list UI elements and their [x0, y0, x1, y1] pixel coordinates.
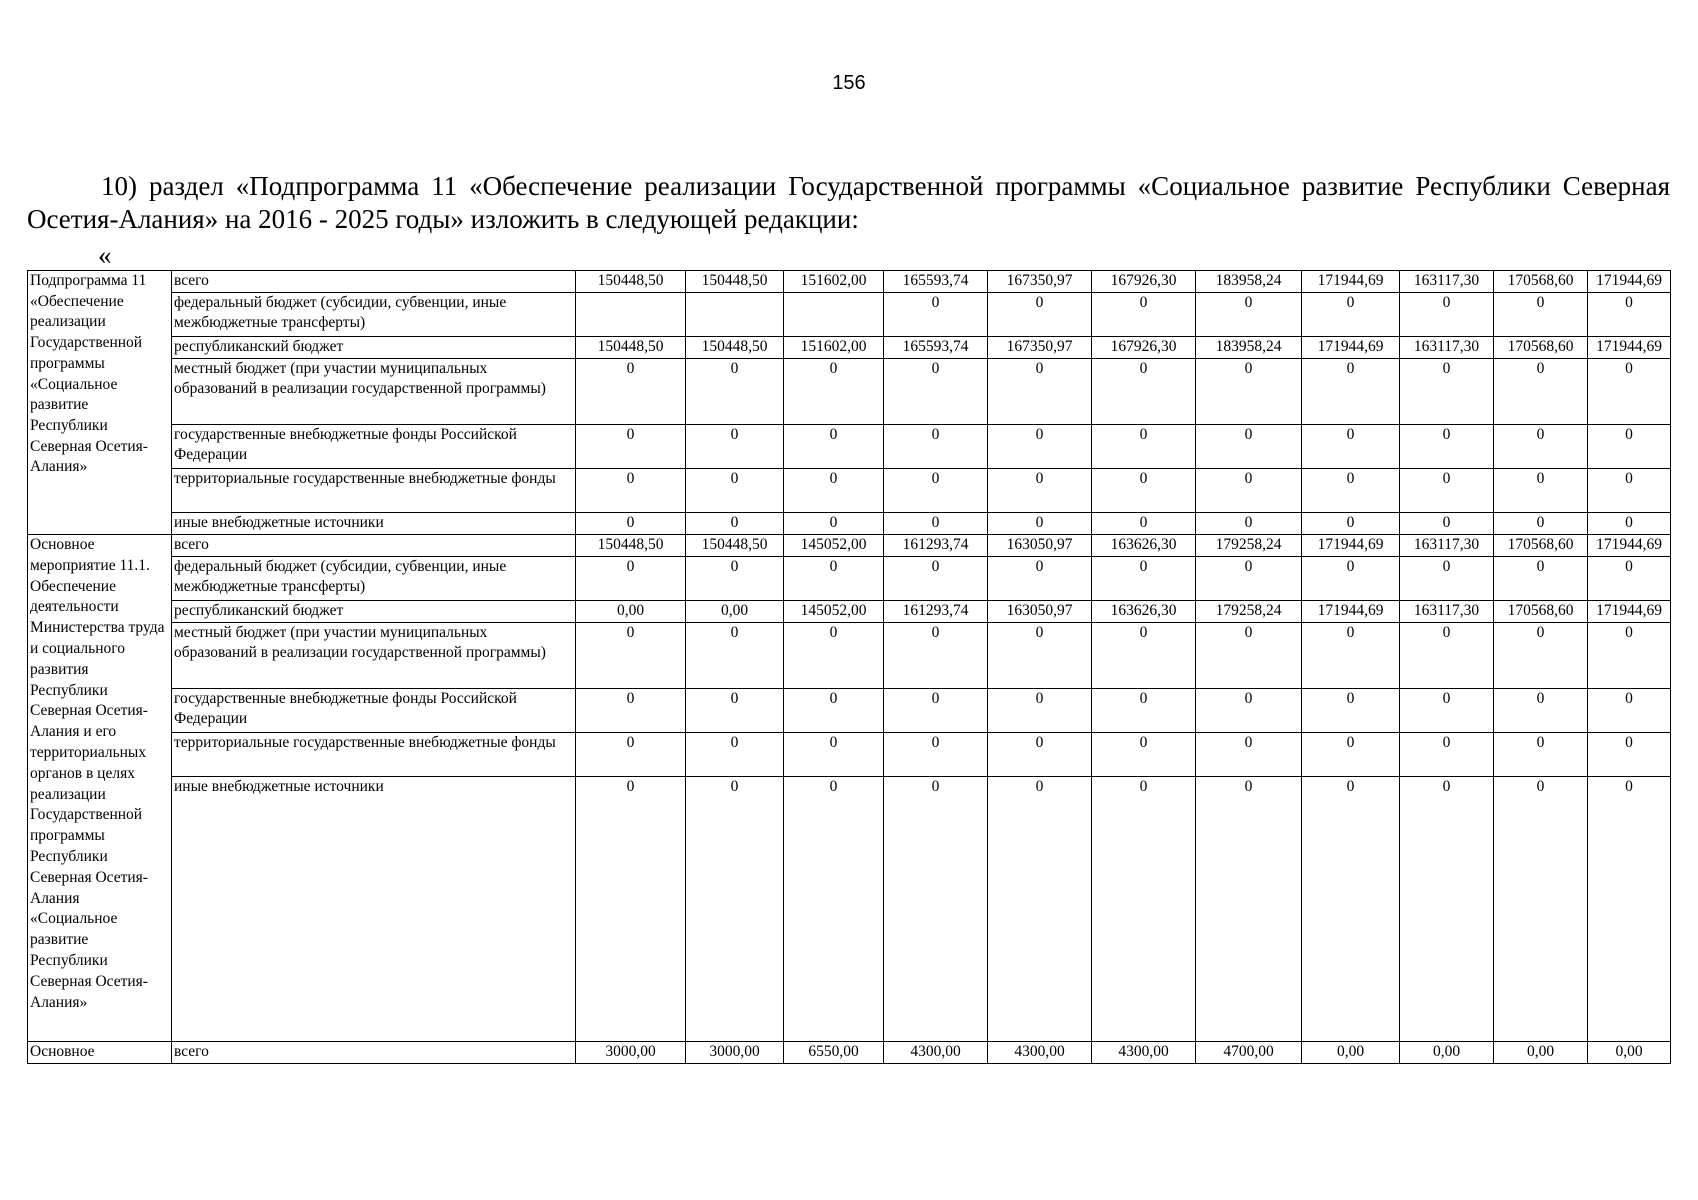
amount-cell: 171944,69: [1302, 337, 1400, 359]
amount-cell: 167926,30: [1092, 337, 1196, 359]
amount-cell: 163117,30: [1400, 535, 1494, 557]
amount-cell: 0: [686, 777, 784, 1042]
page-number: 156: [832, 72, 866, 94]
amount-cell: 0: [1494, 425, 1588, 469]
amount-cell: 145052,00: [784, 535, 884, 557]
amount-cell: 0: [988, 689, 1092, 733]
amount-cell: 171944,69: [1302, 601, 1400, 623]
amount-cell: 0: [784, 359, 884, 425]
amount-cell: 0: [1588, 623, 1671, 689]
amount-cell: 0: [884, 469, 988, 513]
amount-cell: 170568,60: [1494, 601, 1588, 623]
amount-cell: 0: [1302, 425, 1400, 469]
amount-cell: 0: [1092, 425, 1196, 469]
table-row: [28, 623, 1671, 689]
amount-cell: 0: [576, 425, 686, 469]
amount-cell: 0,00: [1588, 1042, 1671, 1064]
amount-cell: 0: [1302, 777, 1400, 1042]
funding-source-cell: государственные внебюджетные фонды Российской Федерации: [172, 425, 576, 469]
amount-cell: 0: [1400, 623, 1494, 689]
amount-cell: 4700,00: [1196, 1042, 1302, 1064]
amount-cell: 0: [1092, 689, 1196, 733]
amount-cell: [576, 293, 686, 337]
table-row: [28, 689, 1671, 733]
amount-cell: 145052,00: [784, 601, 884, 623]
amount-cell: 0: [784, 733, 884, 777]
amount-cell: 0: [576, 689, 686, 733]
amount-cell: 0: [1302, 557, 1400, 601]
amount-cell: 0: [686, 623, 784, 689]
funding-source-cell: всего: [172, 1042, 576, 1064]
amount-cell: 0: [1302, 623, 1400, 689]
funding-source-cell: федеральный бюджет (субсидии, субвенции, иные межбюджетные трансферты): [172, 557, 576, 601]
table-row: [28, 557, 1671, 601]
amount-cell: 0: [988, 425, 1092, 469]
amount-cell: 0: [1400, 425, 1494, 469]
table-row: [28, 359, 1671, 425]
amount-cell: 179258,24: [1196, 601, 1302, 623]
amount-cell: 0: [1302, 733, 1400, 777]
amount-cell: 167350,97: [988, 337, 1092, 359]
amount-cell: 0: [1400, 469, 1494, 513]
table-row: [28, 271, 1671, 293]
amount-cell: 0: [1092, 733, 1196, 777]
funding-source-cell: территориальные государственные внебюджетные фонды: [172, 469, 576, 513]
amount-cell: 150448,50: [576, 337, 686, 359]
amount-cell: 163050,97: [988, 601, 1092, 623]
amount-cell: 0: [988, 623, 1092, 689]
amount-cell: 161293,74: [884, 601, 988, 623]
amount-cell: 0,00: [576, 601, 686, 623]
amount-cell: 0: [1092, 469, 1196, 513]
amount-cell: 0: [1196, 733, 1302, 777]
amount-cell: 0: [1588, 513, 1671, 535]
table-row: [28, 469, 1671, 513]
amount-cell: 0: [1400, 689, 1494, 733]
amount-cell: 0: [1400, 733, 1494, 777]
amount-cell: 0: [1494, 623, 1588, 689]
amount-cell: 0: [1494, 777, 1588, 1042]
amount-cell: 0: [784, 557, 884, 601]
amount-cell: 151602,00: [784, 271, 884, 293]
table-row: [28, 535, 1671, 557]
amount-cell: 0: [1196, 557, 1302, 601]
amount-cell: 0: [1092, 293, 1196, 337]
amount-cell: 163626,30: [1092, 601, 1196, 623]
amount-cell: 167350,97: [988, 271, 1092, 293]
amount-cell: 0: [988, 469, 1092, 513]
amount-cell: 0: [1302, 469, 1400, 513]
table-row: [28, 337, 1671, 359]
amount-cell: 0: [1588, 777, 1671, 1042]
amount-cell: 0: [988, 777, 1092, 1042]
amount-cell: 0: [1196, 777, 1302, 1042]
amount-cell: 0: [1400, 359, 1494, 425]
amount-cell: 0: [988, 513, 1092, 535]
funding-source-cell: республиканский бюджет: [172, 337, 576, 359]
amount-cell: 0: [1588, 733, 1671, 777]
amount-cell: 0: [576, 359, 686, 425]
amount-cell: 0: [1400, 293, 1494, 337]
amount-cell: 0: [1588, 425, 1671, 469]
amount-cell: 0: [1196, 469, 1302, 513]
table-row: [28, 293, 1671, 337]
amount-cell: 150448,50: [686, 271, 784, 293]
budget-table: [27, 270, 1671, 1064]
funding-source-cell: иные внебюджетные источники: [172, 513, 576, 535]
funding-source-cell: местный бюджет (при участии муниципальных образований в реализации государственной программы): [172, 359, 576, 425]
amount-cell: 4300,00: [988, 1042, 1092, 1064]
amount-cell: 0: [884, 733, 988, 777]
program-name-cell: Основное мероприятие 11.1. Обеспечение деятельности Министерства труда и социального развития Республики Северная Осетия-Алания и его территориальных органов в целях реализации Государственной программы Республики Северная Осетия-Алания «Социальное развитие Республики Северная Осетия-Алания»: [28, 535, 172, 1042]
amount-cell: 0: [1196, 623, 1302, 689]
amount-cell: 0: [1196, 689, 1302, 733]
amount-cell: [784, 293, 884, 337]
amount-cell: 179258,24: [1196, 535, 1302, 557]
table-row: [28, 733, 1671, 777]
funding-source-cell: республиканский бюджет: [172, 601, 576, 623]
amount-cell: 163117,30: [1400, 337, 1494, 359]
amount-cell: 3000,00: [686, 1042, 784, 1064]
amount-cell: 0: [576, 777, 686, 1042]
amount-cell: 0: [884, 513, 988, 535]
amount-cell: 0,00: [1302, 1042, 1400, 1064]
amount-cell: 0: [686, 425, 784, 469]
amount-cell: 0: [784, 623, 884, 689]
amount-cell: 0: [576, 469, 686, 513]
amount-cell: 151602,00: [784, 337, 884, 359]
amount-cell: 150448,50: [576, 535, 686, 557]
amount-cell: 0: [1494, 733, 1588, 777]
amount-cell: 163050,97: [988, 535, 1092, 557]
amount-cell: 0: [1400, 513, 1494, 535]
amount-cell: 0,00: [1494, 1042, 1588, 1064]
program-name-cell: Основное: [28, 1042, 172, 1064]
amount-cell: 0: [1588, 293, 1671, 337]
amount-cell: 0: [1588, 469, 1671, 513]
amount-cell: 0: [784, 425, 884, 469]
amount-cell: 165593,74: [884, 337, 988, 359]
amount-cell: 171944,69: [1588, 535, 1671, 557]
amount-cell: 0: [1494, 359, 1588, 425]
funding-source-cell: государственные внебюджетные фонды Российской Федерации: [172, 689, 576, 733]
funding-source-cell: иные внебюджетные источники: [172, 777, 576, 1042]
amount-cell: 0,00: [686, 601, 784, 623]
amount-cell: 0: [1196, 293, 1302, 337]
amount-cell: 171944,69: [1588, 601, 1671, 623]
amount-cell: 0: [784, 689, 884, 733]
amount-cell: 0: [1494, 557, 1588, 601]
amount-cell: 0: [1494, 513, 1588, 535]
amount-cell: 0: [884, 557, 988, 601]
amount-cell: 0: [884, 293, 988, 337]
amount-cell: 0: [1196, 359, 1302, 425]
amount-cell: 0: [686, 469, 784, 513]
amount-cell: 171944,69: [1302, 535, 1400, 557]
amount-cell: 0: [1302, 359, 1400, 425]
amount-cell: 171944,69: [1588, 337, 1671, 359]
amount-cell: 0: [884, 425, 988, 469]
funding-source-cell: всего: [172, 271, 576, 293]
table-row: [28, 425, 1671, 469]
amount-cell: 0: [1092, 557, 1196, 601]
funding-source-cell: федеральный бюджет (субсидии, субвенции, иные межбюджетные трансферты): [172, 293, 576, 337]
amount-cell: 0: [1302, 513, 1400, 535]
amount-cell: 0: [1588, 359, 1671, 425]
amount-cell: 163626,30: [1092, 535, 1196, 557]
amount-cell: 170568,60: [1494, 271, 1588, 293]
amount-cell: 0: [1588, 689, 1671, 733]
amount-cell: 0: [884, 777, 988, 1042]
amount-cell: 171944,69: [1588, 271, 1671, 293]
amount-cell: 0: [1302, 689, 1400, 733]
amount-cell: 170568,60: [1494, 535, 1588, 557]
amount-cell: 0: [1196, 425, 1302, 469]
amount-cell: [686, 293, 784, 337]
funding-source-cell: местный бюджет (при участии муниципальных образований в реализации государственной программы): [172, 623, 576, 689]
amount-cell: 0: [884, 689, 988, 733]
program-name-cell: Подпрограмма 11 «Обеспечение реализации Государственной программы «Социальное развитие Республики Северная Осетия-Алания»: [28, 271, 172, 535]
amount-cell: 163117,30: [1400, 271, 1494, 293]
amount-cell: 0: [576, 733, 686, 777]
amount-cell: 183958,24: [1196, 337, 1302, 359]
amount-cell: 0: [576, 513, 686, 535]
amount-cell: 0: [884, 623, 988, 689]
amount-cell: 167926,30: [1092, 271, 1196, 293]
amount-cell: 150448,50: [576, 271, 686, 293]
amount-cell: 0: [884, 359, 988, 425]
amount-cell: 0: [686, 513, 784, 535]
table-row: [28, 777, 1671, 1042]
amount-cell: 0: [988, 359, 1092, 425]
amount-cell: 0: [1400, 557, 1494, 601]
amount-cell: 163117,30: [1400, 601, 1494, 623]
amount-cell: 0: [784, 469, 884, 513]
budget-table-body: [28, 271, 1671, 1064]
amount-cell: 183958,24: [1196, 271, 1302, 293]
amount-cell: 165593,74: [884, 271, 988, 293]
amount-cell: 0: [988, 293, 1092, 337]
amount-cell: 0: [784, 513, 884, 535]
amount-cell: 0: [988, 733, 1092, 777]
amount-cell: 0: [576, 557, 686, 601]
table-row: [28, 601, 1671, 623]
amount-cell: 4300,00: [884, 1042, 988, 1064]
amount-cell: 0: [1302, 293, 1400, 337]
amount-cell: 0: [988, 557, 1092, 601]
funding-source-cell: всего: [172, 535, 576, 557]
amount-cell: 0: [1494, 293, 1588, 337]
amount-cell: 0: [686, 689, 784, 733]
amount-cell: 0: [576, 623, 686, 689]
amount-cell: 0: [1494, 689, 1588, 733]
amount-cell: 0: [784, 777, 884, 1042]
amount-cell: 0,00: [1400, 1042, 1494, 1064]
amount-cell: 0: [1588, 557, 1671, 601]
amount-cell: 0: [686, 557, 784, 601]
amount-cell: 0: [1092, 777, 1196, 1042]
amount-cell: 0: [1092, 359, 1196, 425]
amount-cell: 3000,00: [576, 1042, 686, 1064]
amount-cell: 0: [1092, 623, 1196, 689]
amount-cell: 4300,00: [1092, 1042, 1196, 1064]
amount-cell: 170568,60: [1494, 337, 1588, 359]
section-intro-text: 10) раздел «Подпрограмма 11 «Обеспечение реализации Государственной программы «Социальное развитие Республики Северная Осетия-Алания» на 2016 - 2025 годы» изложить в следующей редакции:: [27, 171, 1670, 234]
amount-cell: 0: [1196, 513, 1302, 535]
amount-cell: 0: [686, 733, 784, 777]
amount-cell: 0: [1494, 469, 1588, 513]
amount-cell: 0: [1400, 777, 1494, 1042]
opening-quote-mark: «: [98, 240, 112, 270]
amount-cell: 6550,00: [784, 1042, 884, 1064]
amount-cell: 161293,74: [884, 535, 988, 557]
amount-cell: 0: [1092, 513, 1196, 535]
amount-cell: 150448,50: [686, 535, 784, 557]
amount-cell: 150448,50: [686, 337, 784, 359]
table-row: [28, 1042, 1671, 1064]
table-row: [28, 513, 1671, 535]
amount-cell: 171944,69: [1302, 271, 1400, 293]
amount-cell: 0: [686, 359, 784, 425]
funding-source-cell: территориальные государственные внебюджетные фонды: [172, 733, 576, 777]
